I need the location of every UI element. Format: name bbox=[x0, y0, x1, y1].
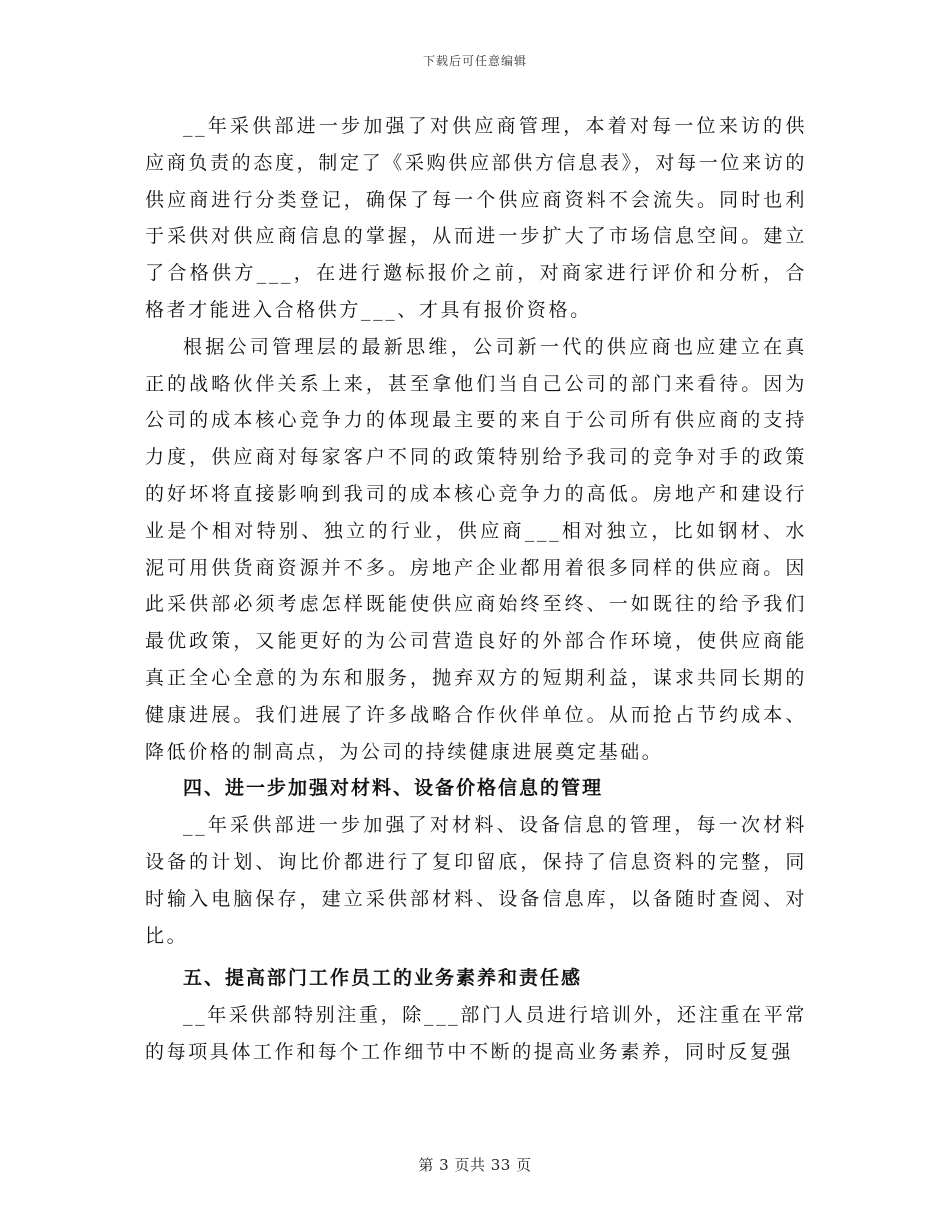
section-heading-5: 五、提高部门工作员工的业务素养和责任感 bbox=[183, 967, 583, 990]
paragraph-supplier-management: __年采供部进一步加强了对供应商管理，本着对每一位来访的供应商负责的态度，制定了《采购供应部供方信息表》，对每一位来访的供应商进行分类登记，确保了每一个供应商资料不会流失。同时也利于采供对供应商信息的掌握，从而进一步扩大了市场信息空间。建立了合格供方___，在进行邀标报价之前，对商家进行评价和分析，合格者才能进入合格供方___、才具有报价资格。 bbox=[145, 115, 807, 321]
paragraph-price-info: __年采供部进一步加强了对材料、设备信息的管理，每一次材料设备的计划、询比价都进行了复印留底，保持了信息资料的完整，同时输入电脑保存，建立采供部材料、设备信息库，以备随时查阅、对比。 bbox=[145, 814, 807, 947]
document-body bbox=[145, 108, 807, 1071]
paragraph-staff-training: __年采供部特别注重，除___部门人员进行培训外，还注重在平常的每项具体工作和每个工作细节中不断的提高业务素养，同时反复强 bbox=[145, 1004, 807, 1063]
header-note: 下载后可任意编辑 bbox=[422, 54, 527, 68]
page-footer bbox=[0, 1154, 950, 1175]
section-heading-4: 四、进一步加强对材料、设备价格信息的管理 bbox=[183, 777, 604, 800]
paragraph-strategic-partners: 根据公司管理层的最新思维，公司新一代的供应商也应建立在真正的战略伙伴关系上来，甚至拿他们当自己公司的部门来看待。因为公司的成本核心竞争力的体现最主要的来自于公司所有供应商的支持力度，供应商对每家客户不同的政策特别给予我司的竞争对手的政策的好坏将直接影响到我司的成本核心竞争力的高低。房地产和建设行业是个相对特别、独立的行业，供应商___相对独立，比如钢材、水泥可用供货商资源并不多。房地产企业都用着很多同样的供应商。因此采供部必须考虑怎样既能使供应商始终至终、一如既往的给予我们最优政策，又能更好的为公司营造良好的外部合作环境，使供应商能真正全心全意的为东和服务，抛弃双方的短期利益，谋求共同长期的健康进展。我们进展了许多战略合作伙伴单位。从而抢占节约成本、降低价格的制高点，为公司的持续健康进展奠定基础。 bbox=[145, 335, 807, 763]
page-number: 第 3 页共 33 页 bbox=[418, 1156, 532, 1174]
